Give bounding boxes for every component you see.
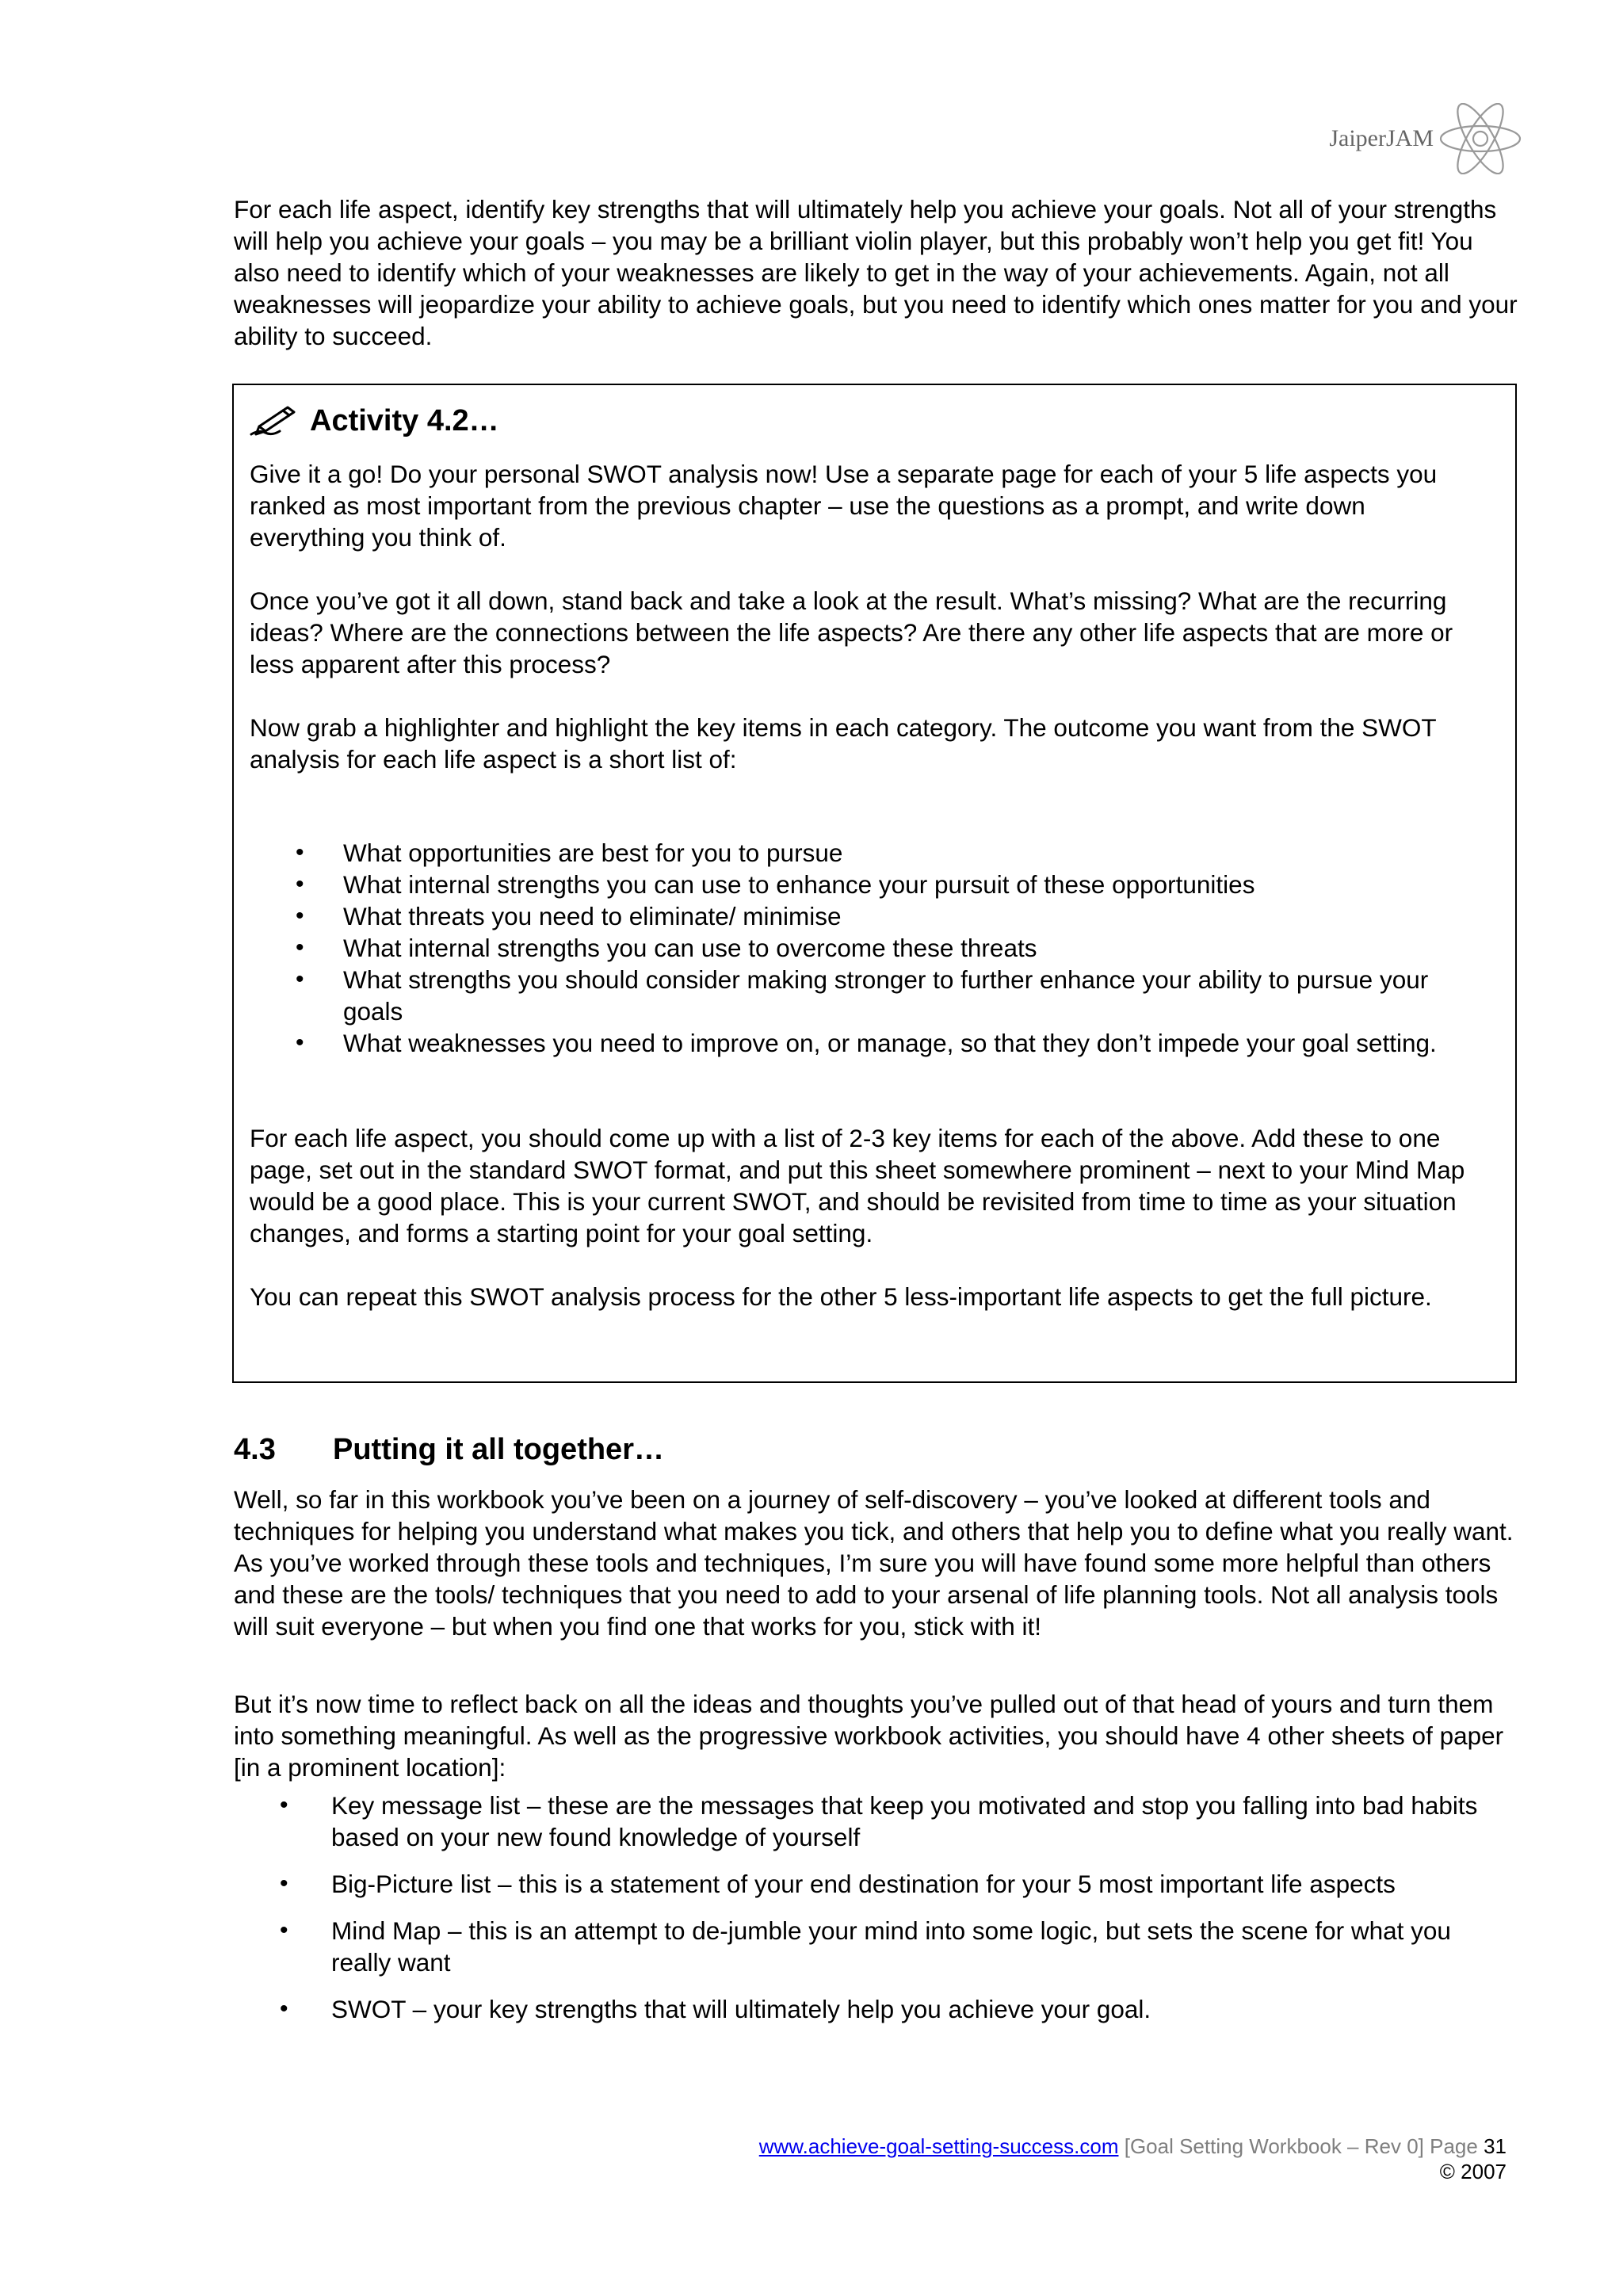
list-item: • Mind Map – this is an attempt to de-jumble your mind into some logic, but sets the scene for what you really want xyxy=(280,1916,1451,1977)
page-label: Page xyxy=(1430,2134,1478,2158)
bullet-icon: • xyxy=(296,871,304,897)
bullet-icon: • xyxy=(296,966,304,992)
activity-paragraph: For each life aspect, you should come up with a list of 2-3 key items for each of the above. Add these to one page, set out in the standard SWOT format, and put this sheet somewhere prominent – next to your Mind Map would be a good place. This is your current SWOT, and should be revisited from time to time as your situation changes, and forms a starting point for your goal setting. xyxy=(250,1124,1465,1247)
page-header xyxy=(1287,103,1525,182)
list-item: • What opportunities are best for you to pursue xyxy=(296,839,843,867)
section-heading xyxy=(234,1433,664,1467)
section-title: Putting it all together… xyxy=(333,1433,664,1466)
activity-title: Activity 4.2… xyxy=(310,403,499,437)
section-paragraph: Well, so far in this workbook you’ve been on a journey of self-discovery – you’ve looked at different tools and techniques for helping you understand what makes you tick, and others that help you to define what you really want. As you’ve worked through these tools and techniques, I’m sure you will have found some more helpful than others and these are the tools/ techniques that you need to add to your arsenal of life planning tools. Not all analysis tools will suit everyone – but when you find one that works for you, stick with it! xyxy=(234,1485,1514,1641)
section-number: 4.3 xyxy=(234,1433,276,1466)
page-number: 31 xyxy=(1484,2134,1507,2158)
bullet-icon: • xyxy=(280,1870,288,1897)
activity-paragraph: Now grab a highlighter and highlight the key items in each category. The outcome you want from the SWOT analysis for each life aspect is a short list of: xyxy=(250,713,1437,774)
list-item: • What internal strengths you can use to enhance your pursuit of these opportunities xyxy=(296,870,1255,899)
list-item: • What internal strengths you can use to overcome these threats xyxy=(296,934,1037,962)
bullet-icon: • xyxy=(296,903,304,929)
list-item: • Key message list – these are the messages that keep you motivated and stop you falling into bad habits based on your new found knowledge of yourself xyxy=(280,1791,1478,1851)
swot-outcome-list xyxy=(296,837,1476,1059)
brand-name: JaiperJAM xyxy=(1329,125,1434,151)
writing-hand-icon xyxy=(248,403,299,439)
intro-paragraph: For each life aspect, identify key strengths that will ultimately help you achieve your goals. Not all of your strengths will help you achieve your goals – you may be a brilliant violin player, but this probably won’t help you get fit! You also need to identify which of your weaknesses are likely to get in the way of your achievements. Again, not all weaknesses will jeopardize your ability to achieve goals, but you need to identify which ones matter for you and your ability to succeed. xyxy=(234,195,1518,350)
bullet-icon: • xyxy=(280,1917,288,1943)
list-item: • Big-Picture list – this is a statement of your end destination for your 5 most important life aspects xyxy=(280,1870,1396,1898)
activity-box xyxy=(232,384,1517,1383)
activity-paragraph: You can repeat this SWOT analysis process for the other 5 less-important life aspects to get the full picture. xyxy=(250,1282,1432,1311)
website-link[interactable]: www.achieve-goal-setting-success.com xyxy=(758,2134,1119,2158)
activity-paragraph: Give it a go! Do your personal SWOT analysis now! Use a separate page for each of your 5 life aspects you ranked as most important from the previous chapter – use the questions as a prompt, and write down everything you think of. xyxy=(250,460,1438,552)
page-footer xyxy=(759,2134,1507,2184)
bullet-icon: • xyxy=(296,1030,304,1056)
section-paragraph: But it’s now time to reflect back on all the ideas and thoughts you’ve pulled out of that head of yours and turn them into something meaningful. As well as the progressive workbook activities, you should have 4 other sheets of paper [in a prominent location]: xyxy=(234,1690,1504,1782)
bullet-icon: • xyxy=(280,1792,288,1818)
list-item: • What threats you need to eliminate/ minimise xyxy=(296,902,842,930)
copyright: © 2007 xyxy=(1439,2160,1507,2183)
activity-heading xyxy=(248,403,499,439)
list-item: • What weaknesses you need to improve on, or manage, so that they don’t impede your goal setting. xyxy=(296,1029,1437,1057)
bullet-icon: • xyxy=(296,934,304,961)
sheets-list xyxy=(280,1790,1516,2040)
bullet-icon: • xyxy=(296,839,304,865)
list-item: • SWOT – your key strengths that will ultimately help you achieve your goal. xyxy=(280,1995,1151,2023)
activity-paragraph: Once you’ve got it all down, stand back and take a look at the result. What’s missing? What are the recurring ideas? Where are the connections between the life aspects? Are there any other life aspects that are more or less apparent after this process? xyxy=(250,586,1453,678)
workbook-reference: [Goal Setting Workbook – Rev 0] xyxy=(1124,2134,1424,2158)
list-item: • What strengths you should consider making stronger to further enhance your ability to pursue your goals xyxy=(296,965,1429,1026)
atom-logo-icon xyxy=(1436,103,1525,174)
bullet-icon: • xyxy=(280,1996,288,2022)
